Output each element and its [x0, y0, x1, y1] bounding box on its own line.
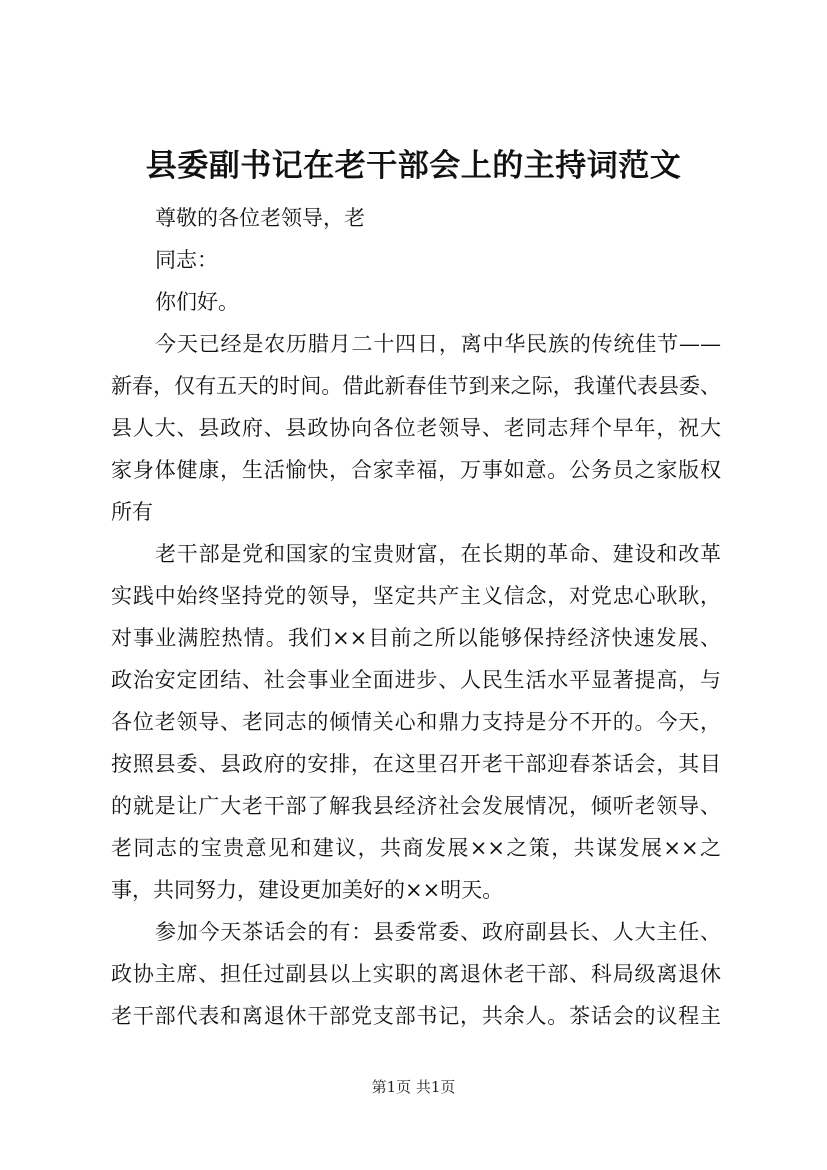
paragraph-line: 老干部代表和离退休干部党支部书记，共余人。茶话会的议程主 [111, 1004, 721, 1028]
paragraph-line: 对事业满腔热情。我们××目前之所以能够保持经济快速发展、 [111, 626, 721, 650]
paragraph-line: 按照县委、县政府的安排，在这里召开老干部迎春茶话会，其目 [111, 752, 721, 776]
paragraph-line: 老干部是党和国家的宝贵财富，在长期的革命、建设和改革 [155, 542, 721, 566]
paragraph-line: 县人大、县政府、县政协向各位老领导、老同志拜个早年，祝大 [111, 416, 721, 440]
salutation-line: 尊敬的各位老领导，老 [155, 206, 365, 230]
paragraph-line: 的就是让广大老干部了解我县经济社会发展情况，倾听老领导、 [111, 794, 721, 818]
salutation-line: 同志： [155, 248, 218, 272]
paragraph-line: 所有 [111, 500, 153, 524]
paragraph-line: 实践中始终坚持党的领导，坚定共产主义信念，对党忠心耿耿， [111, 584, 721, 608]
paragraph-line: 参加今天茶话会的有：县委常委、政府副县长、人大主任、 [155, 920, 721, 944]
document-title: 县委副书记在老干部会上的主持词范文 [145, 148, 682, 184]
paragraph-line: 家身体健康，生活愉快，合家幸福，万事如意。公务员之家版权 [111, 458, 721, 482]
page-footer: 第1页 共1页 [371, 1078, 456, 1096]
paragraph-line: 事，共同努力，建设更加美好的××明天。 [111, 878, 504, 902]
paragraph-line: 各位老领导、老同志的倾情关心和鼎力支持是分不开的。今天， [111, 710, 721, 734]
paragraph-line: 老同志的宝贵意见和建议，共商发展××之策，共谋发展××之 [111, 836, 721, 860]
paragraph-line: 政治安定团结、社会事业全面进步、人民生活水平显著提高，与 [111, 668, 721, 692]
paragraph-line: 政协主席、担任过副县以上实职的离退休老干部、科局级离退休 [111, 962, 721, 986]
paragraph-line: 今天已经是农历腊月二十四日，离中华民族的传统佳节—— [155, 332, 721, 356]
greeting-line: 你们好。 [155, 290, 239, 314]
paragraph-line: 新春，仅有五天的时间。借此新春佳节到来之际，我谨代表县委、 [111, 374, 721, 398]
